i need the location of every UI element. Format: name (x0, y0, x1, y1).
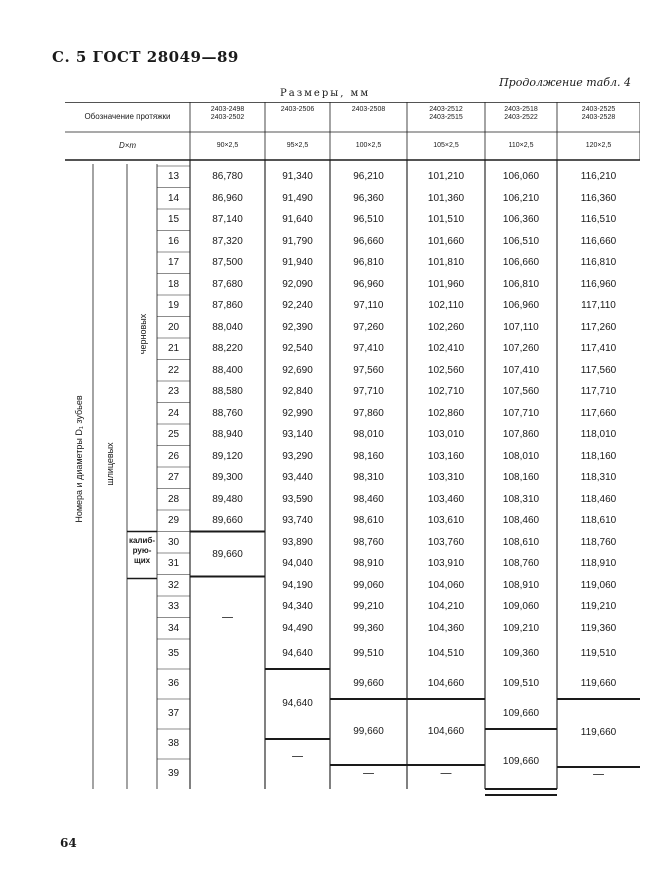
empty-dash: — (362, 766, 375, 780)
value-cell: 96,510 (353, 214, 384, 225)
value-cell: 87,140 (212, 214, 243, 225)
value-cell: 117,410 (580, 343, 617, 354)
column-dxm: 95×2,5 (286, 142, 309, 149)
row-number: 31 (167, 558, 180, 569)
value-cell: 101,510 (427, 214, 465, 225)
value-cell: 97,110 (353, 300, 384, 311)
value-cell: 108,610 (502, 536, 540, 548)
value-cell: 104,060 (427, 579, 465, 591)
value-cell: 87,680 (212, 278, 243, 290)
side-label-rough: черновых (138, 313, 148, 355)
row-number: 21 (167, 343, 180, 354)
value-cell: 116,960 (580, 278, 617, 290)
value-cell: 86,780 (212, 171, 243, 182)
value-cell: 103,160 (427, 450, 465, 462)
value-cell: 104,660 (427, 678, 465, 689)
row-number: 35 (167, 648, 180, 659)
value-cell: 92,390 (282, 321, 313, 333)
empty-dash: — (291, 749, 304, 763)
value-cell: 88,760 (212, 407, 243, 419)
value-cell: 109,060 (502, 601, 540, 612)
row-number: 25 (167, 429, 180, 440)
empty-dash: — (221, 609, 234, 624)
row-number: 18 (167, 278, 180, 290)
value-cell: 92,540 (282, 343, 313, 354)
page-header: С. 5 ГОСТ 28049—89 (52, 48, 239, 66)
column-dxm: 105×2,5 (433, 142, 459, 149)
value-cell: 97,260 (353, 321, 384, 333)
value-cell: 107,260 (502, 343, 540, 354)
value-cell: 98,160 (353, 450, 384, 462)
row-number: 26 (167, 450, 180, 462)
empty-dash: — (592, 767, 605, 781)
value-cell: 97,410 (353, 343, 384, 354)
row-number: 28 (167, 493, 180, 505)
value-cell: 93,440 (282, 472, 313, 483)
value-cell: 87,320 (212, 235, 243, 247)
value-cell: 103,460 (427, 493, 465, 505)
value-cell: 98,610 (353, 515, 384, 526)
value-cell: 99,210 (353, 601, 384, 612)
value-cell: 118,760 (580, 536, 617, 548)
value-cell: 108,460 (502, 515, 540, 526)
value-cell: 116,510 (580, 214, 617, 225)
value-cell: 118,160 (580, 450, 617, 462)
value-cell: 98,910 (353, 558, 384, 569)
row-number: 27 (167, 472, 180, 483)
column-dxm: 110×2,5 (508, 142, 534, 149)
value-cell: 101,360 (427, 192, 465, 204)
value-cell: 106,210 (502, 192, 540, 204)
value-cell: 89,660 (212, 515, 243, 526)
value-cell: 101,810 (427, 257, 465, 268)
calibrating-value: 89,660 (212, 548, 243, 560)
row-number: 24 (167, 407, 180, 419)
value-cell: 94,490 (282, 622, 313, 634)
value-cell: 108,010 (502, 450, 540, 462)
column-designation: 2403-2525 2403-2528 (581, 106, 616, 121)
value-cell: 107,860 (502, 429, 540, 440)
side-label-shaped: шлицевых (105, 442, 115, 486)
broach-diameter-table (65, 102, 640, 824)
value-cell: 96,810 (353, 257, 384, 268)
value-cell: 108,160 (502, 472, 540, 483)
value-cell: 118,610 (580, 515, 617, 526)
value-cell: 116,210 (580, 171, 617, 182)
value-cell: 116,360 (580, 192, 617, 204)
row-number: 38 (167, 738, 180, 749)
value-cell: 98,760 (353, 536, 384, 548)
row-number: 20 (167, 321, 180, 333)
column-designation: 2403-2508 (351, 106, 386, 113)
value-cell: 99,660 (353, 678, 384, 689)
value-cell: 91,340 (282, 171, 313, 182)
row-number: 22 (167, 364, 180, 376)
value-cell: 106,360 (502, 214, 540, 225)
side-label-main: Номера и диаметры D₁ зубьев (74, 395, 84, 523)
value-cell: 102,260 (427, 321, 465, 333)
value-cell: 101,210 (427, 171, 465, 182)
calibrating-value: 99,660 (353, 726, 384, 737)
value-cell: 119,360 (580, 622, 617, 634)
value-cell: 108,760 (502, 558, 540, 569)
value-cell: 109,360 (502, 648, 540, 659)
value-cell: 99,060 (353, 579, 384, 591)
row-number: 33 (167, 601, 180, 612)
value-cell: 106,660 (502, 257, 540, 268)
value-cell: 86,960 (212, 192, 243, 204)
value-cell: 99,510 (353, 648, 384, 659)
value-cell: 101,960 (427, 278, 465, 290)
value-cell: 106,510 (502, 235, 540, 247)
row-number: 36 (167, 678, 180, 689)
value-cell: 96,360 (353, 192, 384, 204)
value-cell: 88,940 (212, 429, 243, 440)
dxm-label: D×m (118, 141, 137, 150)
value-cell: 91,490 (282, 192, 313, 204)
row-number: 30 (167, 536, 180, 548)
value-cell: 107,110 (503, 321, 539, 333)
column-designation: 2403-2498 2403-2502 (210, 106, 245, 121)
value-cell: 93,590 (282, 493, 313, 505)
value-cell: 117,260 (580, 321, 617, 333)
row-number: 19 (167, 300, 180, 311)
value-cell: 87,500 (212, 257, 243, 268)
value-cell: 109,660 (502, 708, 540, 719)
column-dxm: 120×2,5 (585, 142, 612, 149)
value-cell: 103,310 (427, 472, 465, 483)
value-cell: 98,460 (353, 493, 384, 505)
row-number: 15 (167, 214, 180, 225)
value-cell: 99,360 (353, 622, 384, 634)
row-number: 29 (167, 515, 180, 526)
value-cell: 107,410 (502, 364, 540, 376)
value-cell: 103,010 (427, 429, 465, 440)
value-cell: 104,510 (427, 648, 465, 659)
value-cell: 96,210 (353, 171, 384, 182)
designation-label: Обозначение протяжки (84, 112, 171, 121)
row-number: 17 (167, 257, 180, 268)
value-cell: 89,480 (212, 493, 243, 505)
value-cell: 94,190 (282, 579, 313, 591)
value-cell: 92,090 (282, 278, 313, 290)
value-cell: 88,580 (212, 386, 243, 397)
value-cell: 116,660 (580, 235, 617, 247)
row-number: 14 (167, 192, 180, 204)
value-cell: 92,990 (282, 407, 313, 419)
row-number: 34 (167, 622, 180, 634)
value-cell: 94,640 (282, 648, 313, 659)
table-cells (65, 102, 640, 824)
value-cell: 93,290 (282, 450, 313, 462)
value-cell: 118,910 (580, 558, 617, 569)
row-number: 32 (167, 579, 180, 591)
value-cell: 93,890 (282, 536, 313, 548)
value-cell: 102,410 (427, 343, 465, 354)
row-number: 16 (167, 235, 180, 247)
value-cell: 107,560 (502, 386, 540, 397)
value-cell: 108,310 (502, 493, 540, 505)
value-cell: 94,040 (282, 558, 313, 569)
row-number: 23 (167, 386, 180, 397)
value-cell: 119,660 (580, 678, 617, 689)
value-cell: 119,210 (580, 601, 617, 612)
value-cell: 118,310 (580, 472, 617, 483)
value-cell: 101,660 (427, 235, 465, 247)
value-cell: 92,240 (282, 300, 313, 311)
value-cell: 89,120 (212, 450, 243, 462)
column-designation: 2403-2506 (280, 106, 315, 113)
value-cell: 119,060 (580, 579, 617, 591)
value-cell: 103,610 (427, 515, 465, 526)
value-cell: 93,140 (282, 429, 313, 440)
value-cell: 107,710 (502, 407, 540, 419)
value-cell: 93,740 (282, 515, 313, 526)
calibrating-value: 119,660 (580, 727, 617, 738)
column-designation: 2403-2512 2403-2515 (429, 106, 463, 121)
value-cell: 104,210 (427, 601, 465, 612)
value-cell: 103,910 (427, 558, 465, 569)
value-cell: 108,910 (502, 579, 540, 591)
value-cell: 88,220 (212, 343, 243, 354)
value-cell: 106,960 (502, 300, 540, 311)
value-cell: 94,340 (282, 601, 313, 612)
calibrating-value: 94,640 (282, 698, 313, 709)
value-cell: 89,300 (212, 472, 243, 483)
empty-dash: — (440, 766, 452, 780)
value-cell: 117,560 (580, 364, 617, 376)
value-cell: 118,460 (580, 493, 617, 505)
value-cell: 96,660 (353, 235, 384, 247)
value-cell: 117,110 (581, 300, 616, 311)
page-number: 64 (60, 836, 77, 850)
value-cell: 102,560 (427, 364, 465, 376)
value-cell: 109,510 (502, 678, 540, 689)
value-cell: 103,760 (427, 536, 465, 548)
value-cell: 97,860 (353, 407, 384, 419)
value-cell: 97,710 (353, 386, 384, 397)
value-cell: 91,940 (282, 257, 313, 268)
value-cell: 88,400 (212, 364, 243, 376)
column-designation: 2403-2518 2403-2522 (504, 106, 538, 121)
value-cell: 117,710 (580, 386, 617, 397)
calibrating-value: 109,660 (502, 756, 540, 767)
value-cell: 116,810 (580, 257, 617, 268)
value-cell: 98,010 (353, 429, 384, 440)
continuation-label: Продолжение табл. 4 (499, 76, 631, 89)
row-number: 37 (167, 708, 180, 719)
value-cell: 106,060 (502, 171, 540, 182)
side-label-calibrating: калиб- рую- щих (128, 535, 156, 565)
value-cell: 87,860 (212, 300, 243, 311)
calibrating-value: 104,660 (427, 726, 465, 737)
row-number: 13 (167, 171, 180, 182)
value-cell: 88,040 (212, 321, 243, 333)
value-cell: 98,310 (353, 472, 384, 483)
value-cell: 92,840 (282, 386, 313, 397)
value-cell: 97,560 (353, 364, 384, 376)
value-cell: 96,960 (353, 278, 384, 290)
value-cell: 117,660 (580, 407, 617, 419)
value-cell: 104,360 (427, 622, 465, 634)
value-cell: 118,010 (580, 429, 617, 440)
value-cell: 102,860 (427, 407, 465, 419)
value-cell: 109,210 (502, 622, 540, 634)
value-cell: 102,710 (427, 386, 465, 397)
value-cell: 92,690 (282, 364, 313, 376)
value-cell: 91,640 (282, 214, 313, 225)
column-dxm: 90×2,5 (216, 142, 239, 149)
value-cell: 119,510 (580, 648, 617, 659)
value-cell: 106,810 (502, 278, 540, 290)
column-dxm: 100×2,5 (355, 142, 382, 149)
value-cell: 91,790 (282, 235, 313, 247)
row-number: 39 (167, 768, 180, 779)
dimensions-caption: Размеры, мм (280, 88, 371, 99)
value-cell: 102,110 (428, 300, 464, 311)
